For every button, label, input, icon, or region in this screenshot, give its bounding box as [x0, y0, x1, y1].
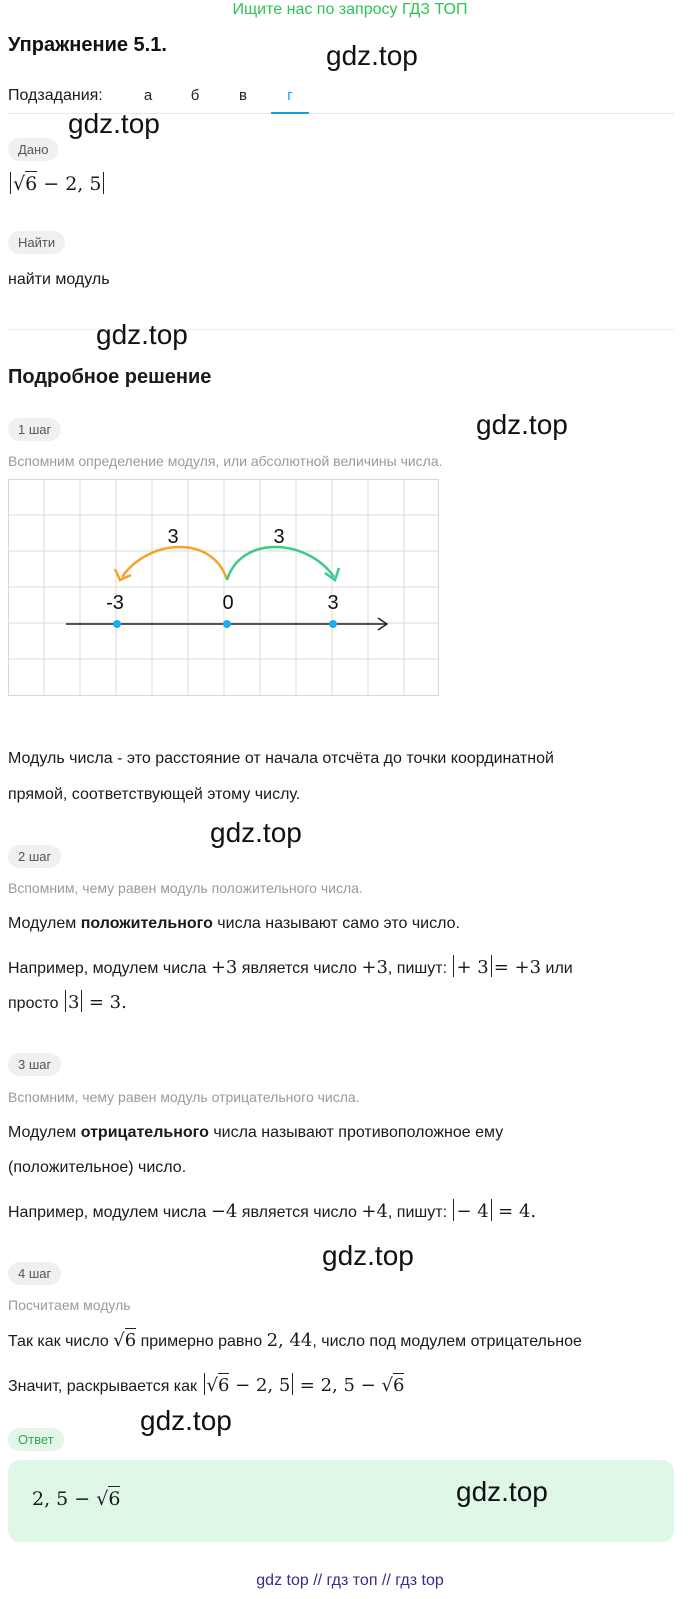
step4-text-line2: Значит, раскрывается как √6 − 2, 5 = 2, 5 − √6	[8, 1375, 405, 1396]
subtask-tab-g[interactable]: г	[271, 87, 309, 114]
find-pill: Найти	[8, 231, 65, 254]
step4-radicand: 6	[124, 1330, 137, 1351]
point-minus-3	[113, 620, 121, 628]
step3-m1: −4	[210, 1201, 238, 1222]
step2-m2: +3	[361, 957, 388, 978]
abs-bar-right	[491, 955, 492, 977]
step1-hint: Вспомним определение модуля, или абсолютной величины числа.	[8, 453, 443, 469]
step2-m4b: = 3.	[88, 992, 127, 1013]
answer-box	[8, 1460, 674, 1542]
subtask-tab-v[interactable]: в	[239, 87, 247, 104]
answer-pill: Ответ	[8, 1428, 64, 1451]
promo-banner: Ищите нас по запросу ГДЗ ТОП	[232, 1, 468, 18]
exercise-title: Упражнение 5.1.	[8, 34, 167, 56]
step4-t1a: Так как число	[8, 1333, 114, 1350]
answer-expr-a: 2, 5 −	[32, 1488, 97, 1510]
answer-radicand: 6	[108, 1488, 121, 1510]
step2-t1b: положительного	[80, 915, 213, 932]
step3-pill: 3 шаг	[8, 1053, 61, 1076]
step2-m4a: 3	[67, 992, 80, 1013]
step2-text-line1	[8, 912, 460, 936]
tick-label-plus-3: 3	[327, 592, 339, 614]
given-pill: Дано	[8, 138, 58, 161]
step3-t3a: Например, модулем числа	[8, 1204, 211, 1221]
point-plus-3	[329, 620, 337, 628]
watermark: gdz.top	[210, 817, 302, 848]
watermark: gdz.top	[476, 409, 568, 440]
footer-links[interactable]: gdz top // гдз топ // гдз top	[256, 1572, 444, 1589]
step4-sqrt: √6	[113, 1330, 137, 1351]
tick-label-minus-3: -3	[106, 592, 124, 614]
abs-bar-left	[453, 955, 454, 977]
step3-m3a: − 4	[456, 1201, 489, 1222]
given-rest: − 2, 5	[43, 173, 102, 195]
step4-t2a: Значит, раскрывается как	[8, 1378, 202, 1395]
solution-title: Подробное решение	[8, 366, 212, 388]
step2-t2b: является число	[237, 960, 362, 977]
tick-label-zero: 0	[222, 592, 234, 614]
subtask-tab-b[interactable]: б	[190, 87, 200, 104]
step2-hint: Вспомним, чему равен модуль положительного числа.	[8, 880, 363, 896]
abs-bar-right	[81, 990, 82, 1012]
step3-t3b: является число	[237, 1204, 362, 1221]
find-text: найти модуль	[8, 271, 110, 288]
watermark: gdz.top	[322, 1240, 414, 1271]
step1-text-line1: Модуль числа - это расстояние от начала отсчёта до точки координатной	[8, 750, 554, 767]
step2-t2a: Например, модулем числа	[8, 960, 211, 977]
step3-m2: +4	[361, 1201, 388, 1222]
step3-text-line2: (положительное) число.	[8, 1159, 187, 1176]
step3-hint: Вспомним, чему равен модуль отрицательного числа.	[8, 1089, 360, 1105]
abs-bar-left	[453, 1199, 454, 1221]
step4-t1b: примерно равно	[136, 1333, 267, 1350]
step1-pill: 1 шаг	[8, 418, 61, 441]
subtasks-label: Подзадания:	[8, 87, 103, 104]
arc-left	[122, 547, 227, 580]
subtask-tab-a[interactable]: а	[143, 87, 153, 104]
step2-t2d: или	[541, 960, 573, 977]
step4-m-val: 2, 44	[266, 1330, 313, 1351]
step2-t1a: Модулем	[8, 915, 81, 932]
step3-t1c: числа называют противоположное ему	[208, 1124, 504, 1141]
arc-left-label: 3	[167, 526, 179, 548]
step3-t1a: Модулем	[8, 1124, 81, 1141]
step4-radicand-2: 6	[217, 1375, 230, 1396]
abs-bar-left	[10, 172, 11, 194]
point-zero	[223, 620, 231, 628]
step2-t2c: , пишут:	[387, 960, 452, 977]
answer-expression: 2, 5 − √6	[32, 1488, 121, 1510]
abs-bar-right	[491, 1199, 492, 1221]
step3-t1b: отрицательного	[80, 1124, 209, 1141]
step4-pill: 4 шаг	[8, 1262, 61, 1285]
watermark: gdz.top	[96, 319, 188, 350]
step3-m3b: = 4.	[498, 1201, 537, 1222]
watermark: gdz.top	[456, 1476, 548, 1507]
step4-hint: Посчитаем модуль	[8, 1297, 131, 1313]
given-expression: √6 − 2, 5	[8, 172, 106, 195]
step2-t3a: просто	[8, 995, 63, 1012]
step3-t3c: , пишут:	[387, 1204, 452, 1221]
abs-bar-right	[292, 1373, 293, 1395]
step2-m1: +3	[210, 957, 238, 978]
step3-text-line3	[8, 1199, 536, 1225]
abs-bar-left	[204, 1373, 205, 1395]
arc-right	[227, 547, 334, 580]
arc-right-label: 3	[273, 526, 285, 548]
step4-m-rest: − 2, 5	[235, 1375, 291, 1396]
number-line-figure	[8, 479, 440, 697]
step2-text-line3	[8, 990, 127, 1016]
figure-grid	[8, 479, 439, 696]
step4-text-line1	[8, 1329, 582, 1354]
given-radicand: 6	[25, 173, 38, 195]
watermark: gdz.top	[68, 108, 160, 139]
step2-m3b: = +3	[493, 957, 542, 978]
step1-text-line2: прямой, соответствующей этому числу.	[8, 786, 301, 803]
watermark: gdz.top	[326, 40, 418, 71]
watermark: gdz.top	[140, 1405, 232, 1436]
step2-pill: 2 шаг	[8, 845, 61, 868]
step4-t1c: , число под модулем отрицательное	[312, 1333, 582, 1350]
step4-radicand-3: 6	[392, 1375, 405, 1396]
step2-t1c: числа называют само это число.	[212, 915, 460, 932]
step4-m-eq: = 2, 5 −	[299, 1375, 382, 1396]
abs-bar-right	[103, 172, 104, 194]
abs-bar-left	[65, 990, 66, 1012]
step3-text-line1	[8, 1121, 503, 1145]
step2-m3a: + 3	[456, 957, 489, 978]
step2-text-line2	[8, 955, 573, 981]
